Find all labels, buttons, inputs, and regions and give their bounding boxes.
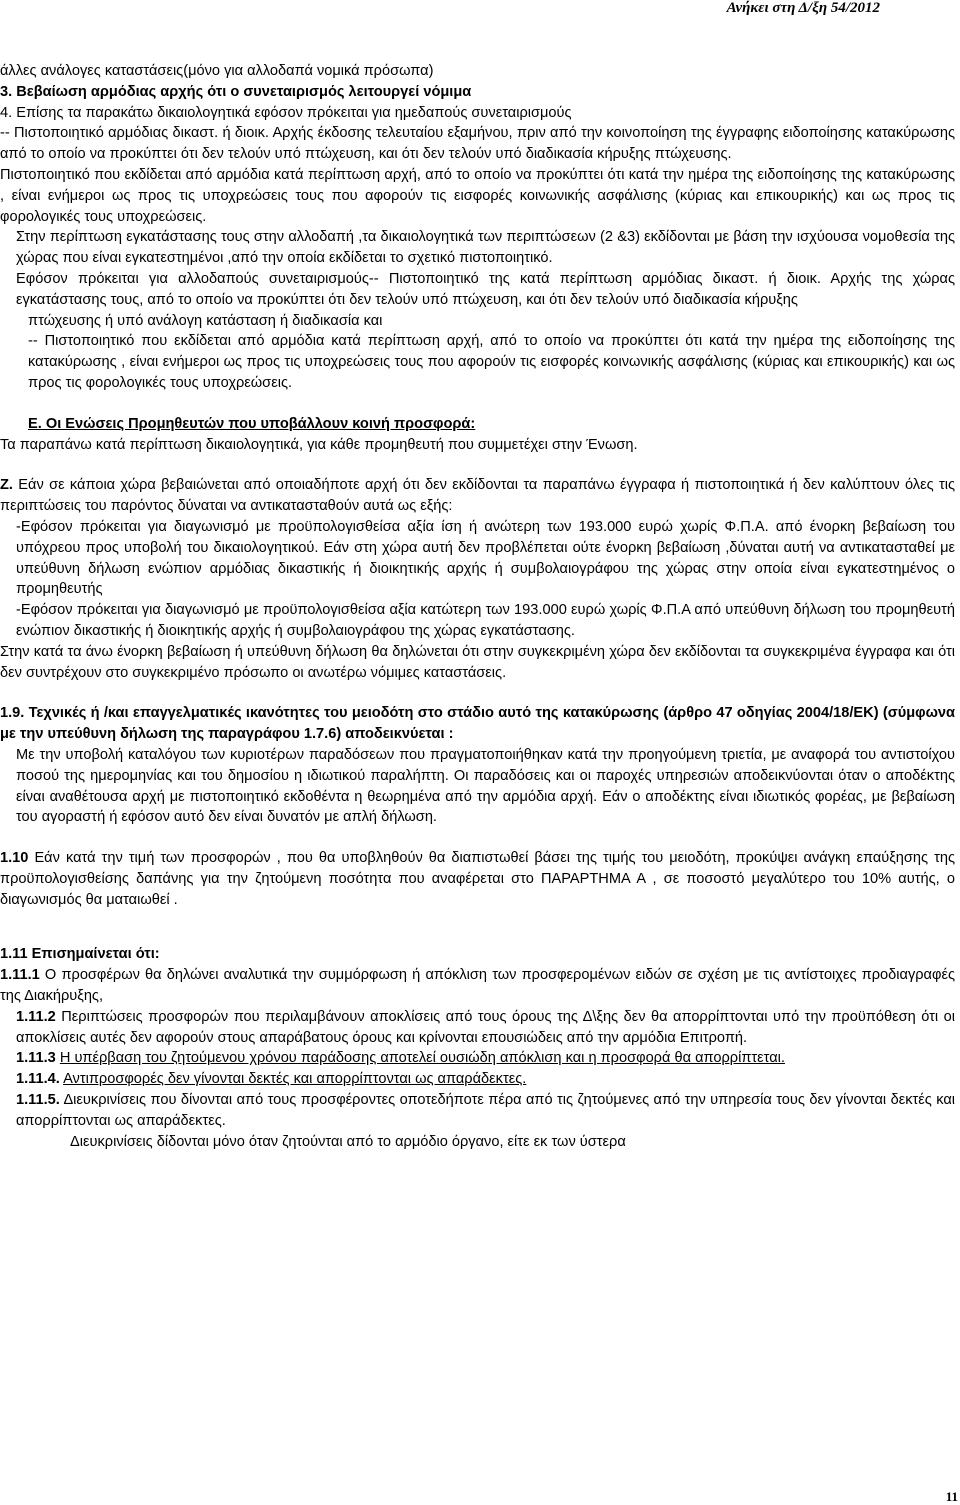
- page-header: Ανήκει στη Δ/ξη 54/2012: [726, 0, 880, 16]
- section-1-10: [0, 848, 955, 910]
- item-1-11-1: [0, 965, 955, 1007]
- section-z-label: Ζ.: [0, 477, 13, 494]
- item-text: Ο προσφέρων θα δηλώνει αναλυτικά την συμμόρφωση ή απόκλιση των προσφερομένων ειδών σε σχέση με τις αντίστοιχες προδιαγραφές της Διακήρυξης,: [0, 967, 955, 1005]
- item-label: 1.11.1: [0, 967, 40, 984]
- item-text: Διευκρινίσεις που δίνονται από τους προσφέροντες οποτεδήποτε πέρα από τις ζητούμενες από την υπηρεσία τους δεν γίνονται δεκτές και απορρίπτονται ως απαράδεκτες.: [16, 1092, 956, 1129]
- paragraph: Εφόσον πρόκειται για αλλοδαπούς συνεταιρισμούς-- Πιστοποιητικό της κατά περίπτωση αρμόδιας δικαστ. ή διοικ. Αρχής της χώρας εγκατάστασης τους, από το οποίο να προκύπτει ότι δεν τελούν υπό πτώχευση, και ότι δεν τελούν υπό διαδικασία κήρυξης: [16, 270, 955, 308]
- page-number: 11: [945, 1489, 958, 1504]
- paragraph-text: -- Πιστοποιητικό που εκδίδεται από αρμόδια κατά περίπτωση αρχή, από το οποίο να προκύπτει ότι κατά την ημέρα της ειδοποίησης της κατακύρωσης , είναι ενήμεροι ως προς τις υποχρεώσεις τους που αφορούν τις εισφορές κοινωνικής ασφάλισης (κύριας και επικουρικής) και ως προς τις φορολογικές τους υποχρεώσεις.: [28, 333, 955, 391]
- item-1-11-4: [0, 1069, 955, 1090]
- item-1-11-3: [0, 1048, 955, 1069]
- section-z-p1: [0, 475, 955, 517]
- item-label: 1.11.2: [16, 1008, 56, 1025]
- paragraph: Στην περίπτωση εγκατάστασης τους στην αλλοδαπή ,τα δικαιολογητικά των περιπτώσεων (2 &3) εκδίδονται με βάση την ισχύουσα νομοθεσία της χώρας που είναι εγκατεστημένοι ,από την οποία εκδίδεται το σχετικό πιστοποιητικό.: [16, 229, 955, 267]
- item-label: 1.11.5.: [16, 1092, 60, 1109]
- paragraph-item-3: 3. Βεβαίωση αρμόδιας αρχής ότι ο συνεταιρισμός λειτουργεί νόμιμα: [0, 83, 472, 100]
- paragraph-item-4: 4. Επίσης τα παρακάτω δικαιολογητικά εφόσον πρόκειται για ημεδαπούς συνεταιρισμούς: [0, 104, 572, 121]
- section-1-9-heading: 1.9. Τεχνικές ή /και επαγγελματικές ικανότητες του μειοδότη στο στάδιο αυτό της κατακύρωσης (άρθρο 47 οδηγίας 2004/18/ΕΚ) (σύμφωνα με την υπεύθυνη δήλωση της παραγράφου 1.7.6) αποδεικνύεται :: [0, 705, 955, 743]
- item-label: 1.11.4.: [16, 1071, 60, 1088]
- spacer: [0, 394, 955, 414]
- section-z-p2: -Εφόσον πρόκειται για διαγωνισμό με προϋπολογισθείσα αξία ίση ή ανώτερη των 193.000 ευρώ χωρίς Φ.Π.Α. από ένορκη βεβαίωση του υπόχρεου προς υποβολή του δικαιολογητικού. Εάν στη χώρα αυτή δεν προβλέπεται ούτε ένορκη βεβαίωση ,δύναται αυτή να αντικατασταθεί με υπεύθυνη δήλωση ενώπιον αρμόδιας δικαστικής ή διοικητικής αρχής ή συμβολαιογράφου της χώρας στην οποία είναι εγκατεστημένος ο προμηθευτής: [16, 518, 955, 598]
- spacer: [0, 683, 955, 703]
- section-e-heading: Ε. Οι Ενώσεις Προμηθευτών που υποβάλλουν κοινή προσφορά:: [28, 415, 476, 432]
- section-1-11-heading: 1.11 Επισημαίνεται ότι:: [0, 946, 160, 963]
- item-text: Περιπτώσεις προσφορών που περιλαμβάνουν αποκλίσεις από τους όρους της Δ\ξης δεν θα απορρίπτονται υπό την προϋπόθεση ότι οι αποκλίσεις αυτές δεν αφορούν στους απαράβατους όρους και κρίνονται επουσιώδεις από την αρμόδια Επιτροπή.: [16, 1008, 955, 1046]
- section-1-10-label: 1.10: [0, 850, 29, 867]
- section-e-text: Τα παραπάνω κατά περίπτωση δικαιολογητικά, για κάθε προμηθευτή που συμμετέχει στην Ένωση.: [0, 436, 638, 453]
- item-text: Η υπέρβαση του ζητούμενου χρόνου παράδοσης αποτελεί ουσιώδη απόκλιση και η προσφορά θα απορρίπτεται.: [59, 1050, 785, 1067]
- section-z-p4: Στην κατά τα άνω ένορκη βεβαίωση ή υπεύθυνη δήλωση θα δηλώνεται ότι στην συγκεκριμένη χώρα δεν εκδίδονται τα συγκεκριμένα έγγραφα και ότι δεν συντρέχουν στο συγκεκριμένο πρόσωπο οι ανωτέρω νόμιμες καταστάσεις.: [0, 643, 955, 681]
- section-1-10-text: Εάν κατά την τιμή των προσφορών , που θα υποβληθούν θα διαπιστωθεί βάσει της τιμής του μειοδότη, προκύψει ανάγκη επαύξησης της προϋπολογισθείσης δαπάνης για την ζητούμενη ποσότητα που αναφέρεται στο ΠΑΡΑΡΤΗΜΑ Α , σε ποσοστό μεγαλύτερο του 10% αυτής, ο διαγωνισμός θα ματαιωθεί .: [0, 850, 955, 908]
- item-1-11-5: [0, 1090, 955, 1132]
- spacer: [0, 455, 955, 475]
- spacer: [0, 910, 955, 930]
- item-1-11-2: [0, 1007, 955, 1049]
- spacer: [0, 828, 955, 848]
- paragraph: Πιστοποιητικό που εκδίδεται από αρμόδια κατά περίπτωση αρχή, από το οποίο να προκύπτει ότι κατά την ημέρα της ειδοποίησης της κατακύρωσης , είναι ενήμεροι ως προς τις υποχρεώσεις τους που αφορούν τις εισφορές κοινωνικής ασφάλισης (κύριας και επικουρικής) και ως προς τις φορολογικές τους υποχρεώσεις.: [0, 166, 955, 225]
- paragraph: [0, 331, 955, 393]
- item-1-11-6: Διευκρινίσεις δίδονται μόνο όταν ζητούνται από το αρμόδιο όργανο, είτε εκ των ύστερα: [70, 1133, 626, 1150]
- paragraph: πτώχευσης ή υπό ανάλογη κατάσταση ή διαδικασία και: [28, 312, 383, 329]
- section-z-text: Εάν σε κάποια χώρα βεβαιώνεται από οποιαδήποτε αρχή ότι δεν εκδίδονται τα παραπάνω έγγραφα ή πιστοποιητικά ή δεν καλύπτουν όλες τις περιπτώσεις του παρόντος δύναται να αντικατασταθούν αυτά ως εξής:: [0, 477, 955, 515]
- paragraph: άλλες ανάλογες καταστάσεις(μόνο για αλλοδαπά νομικά πρόσωπα): [0, 63, 434, 79]
- section-z-p3: -Εφόσον πρόκειται για διαγωνισμό με προϋπολογισθείσα αξία κατώτερη των 193.000 ευρώ χωρίς Φ.Π.Α από υπεύθυνη δήλωση του προμηθευτή ενώπιον δικαστικής ή διοικητικής αρχής ή συμβολαιογράφου της χώρας εγκατάστασης.: [16, 602, 955, 639]
- item-text: Αντιπροσφορές δεν γίνονται δεκτές και απορρίπτονται ως απαράδεκτες.: [63, 1071, 527, 1088]
- document-body: [0, 61, 955, 1152]
- paragraph: -- Πιστοποιητικό αρμόδιας δικαστ. ή διοικ. Αρχής έκδοσης τελευταίου εξαμήνου, πριν από την κοινοποίηση της έγγραφης ειδοποίησης κατακύρωσης από το οποίο να προκύπτει ότι δεν τελούν υπό πτώχευση, και ότι δεν τελούν υπό διαδικασία κήρυξης πτώχευσης.: [0, 125, 955, 163]
- item-label: 1.11.3: [16, 1050, 56, 1067]
- section-1-9-text: Με την υποβολή καταλόγου των κυριοτέρων παραδόσεων που πραγματοποιήθηκαν κατά την προηγούμενη τριετία, με αναφορά του αντιστοίχου ποσού της ημερομηνίας και του δημοσίου η ιδιωτικού παραλήπτη. Οι παραδόσεις και οι παροχές υπηρεσιών αποδεικνύονται όταν ο αποδέκτης είναι αναθέτουσα αρχή με πιστοποιητικό εκδοθέντα η θεωρημένα από την αρμόδια αρχή. Εάν ο αποδέκτης είναι ιδιωτικός φορέας, με βεβαίωση του αγοραστή ή εφόσον αυτό δεν είναι δυνατόν με απλή δήλωση.: [16, 746, 955, 826]
- spacer: [0, 930, 955, 944]
